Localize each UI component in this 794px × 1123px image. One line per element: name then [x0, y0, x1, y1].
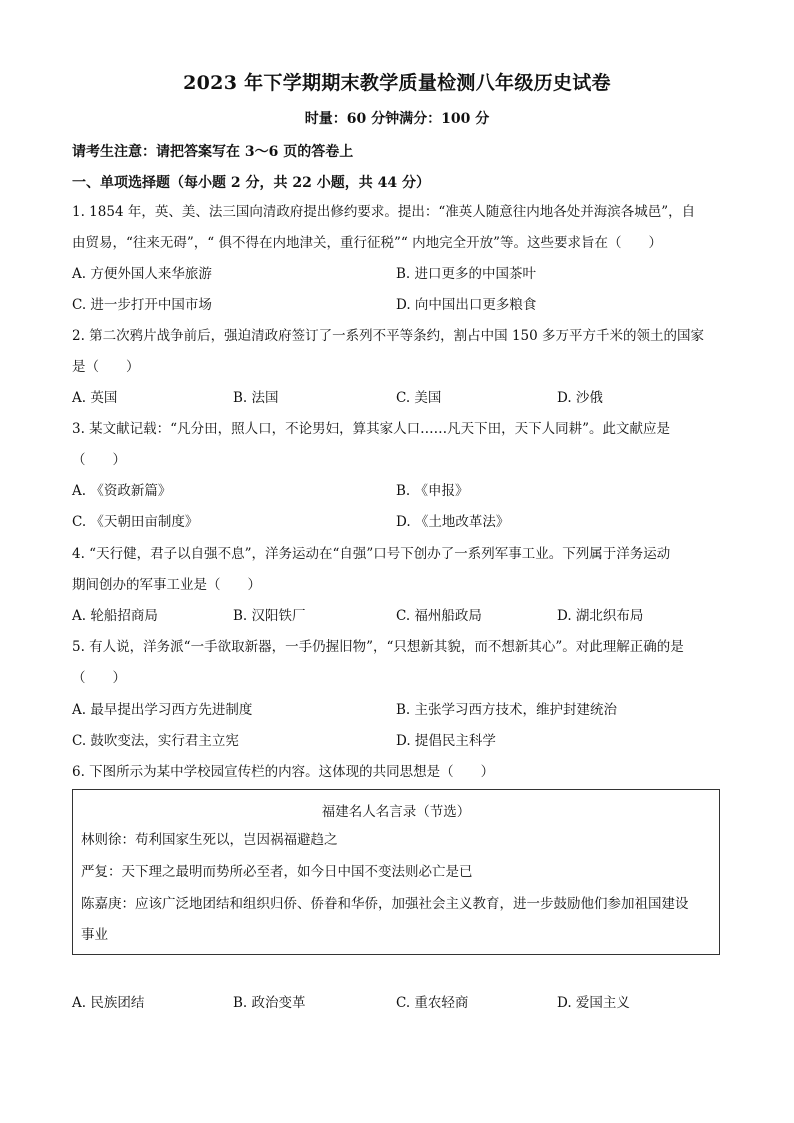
option-b[interactable]: B. 法国	[233, 390, 279, 406]
quote-chen-jiageng-cont: 事业	[81, 927, 108, 943]
question-line: 6. 下图所示为某中学校园宣传栏的内容。这体现的共同思想是（ ）	[72, 764, 495, 780]
option-c[interactable]: C. 福州船政局	[396, 608, 482, 624]
option-d[interactable]: D. 爱国主义	[557, 995, 630, 1011]
quote-chen-jiageng: 陈嘉庚：应该广泛地团结和组织归侨、侨眷和华侨，加强社会主义教育，进一步鼓励他们参加祖国建设	[81, 896, 689, 912]
question-5	[72, 632, 724, 694]
question-5-options-row-2	[72, 726, 724, 757]
question-line: （ ）	[72, 670, 126, 686]
question-3-options-row-1	[72, 476, 724, 507]
exam-title: 2023 年下学期期末教学质量检测八年级历史试卷	[183, 72, 611, 94]
question-line: （ ）	[72, 452, 126, 468]
exam-notice: 请考生注意：请把答案写在 3～6 页的答卷上	[72, 144, 354, 160]
option-b[interactable]: B. 主张学习西方技术，维护封建统治	[396, 702, 618, 718]
option-c[interactable]: C. 美国	[396, 390, 442, 406]
question-line: 由贸易，“往来无碍”，“ 俱不得在内地津关，重行征税”“ 内地完全开放”等。这些要求旨在（ ）	[72, 235, 662, 251]
quote-lin-zexu: 林则徐：苟利国家生死以，岂因祸福避趋之	[81, 832, 338, 848]
option-c[interactable]: C. 《天朝田亩制度》	[72, 514, 199, 530]
option-d[interactable]: D. 《土地改革法》	[396, 514, 510, 530]
question-1-options-row-2	[72, 290, 724, 321]
option-b[interactable]: B. 进口更多的中国茶叶	[396, 266, 537, 282]
option-c[interactable]: C. 重农轻商	[396, 995, 469, 1011]
option-a[interactable]: A. 最早提出学习西方先进制度	[72, 702, 253, 718]
question-2-options	[72, 383, 724, 414]
option-d[interactable]: D. 向中国出口更多粮食	[396, 297, 537, 313]
question-line: 1. 1854 年，英、美、法三国向清政府提出修约要求。提出：“准英人随意往内地各处并海滨各城邑”，自	[72, 204, 696, 220]
option-c[interactable]: C. 进一步打开中国市场	[72, 297, 212, 313]
question-1	[72, 197, 724, 259]
question-2	[72, 321, 724, 383]
option-a[interactable]: A. 《资政新篇》	[72, 483, 172, 499]
question-line: 2. 第二次鸦片战争前后，强迫清政府签订了一系列不平等条约，割占中国 150 多万平方千米的领土的国家	[72, 328, 705, 344]
option-b[interactable]: B. 汉阳铁厂	[233, 608, 306, 624]
question-3	[72, 414, 724, 476]
option-a[interactable]: A. 民族团结	[72, 995, 145, 1011]
option-d[interactable]: D. 提倡民主科学	[396, 733, 496, 749]
question-4-options	[72, 601, 724, 632]
option-a[interactable]: A. 英国	[72, 390, 118, 406]
question-3-options-row-2	[72, 507, 724, 538]
exam-time-score: 时量：60 分钟满分：100 分	[304, 111, 490, 127]
option-d[interactable]: D. 沙俄	[557, 390, 603, 406]
question-1-options-row-1	[72, 259, 724, 290]
question-line: 3. 某文献记载：“凡分田，照人口，不论男妇，算其家人口……凡天下田，天下人同耕”。此文献应是	[72, 421, 670, 437]
option-d[interactable]: D. 湖北织布局	[557, 608, 644, 624]
option-b[interactable]: B. 《申报》	[396, 483, 469, 499]
question-4	[72, 539, 724, 601]
section-heading: 一、单项选择题（每小题 2 分，共 22 小题，共 44 分）	[72, 175, 430, 191]
quote-yan-fu: 严复：天下理之最明而势所必至者，如今日中国不变法则必亡是已	[81, 864, 473, 880]
quote-box-title: 福建名人名言录（节选）	[321, 804, 471, 820]
question-line: 4. “天行健，君子以自强不息”，洋务运动在“自强”口号下创办了一系列军事工业。下列属于洋务运动	[72, 546, 671, 562]
question-line: 是（ ）	[72, 359, 140, 375]
option-b[interactable]: B. 政治变革	[233, 995, 306, 1011]
question-6	[72, 757, 724, 788]
option-c[interactable]: C. 鼓吹变法，实行君主立宪	[72, 733, 239, 749]
option-a[interactable]: A. 轮船招商局	[72, 608, 158, 624]
question-line: 期间创办的军事工业是（ ）	[72, 577, 261, 593]
quote-box	[72, 789, 720, 955]
question-line: 5. 有人说，洋务派“一手欲取新器，一手仍握旧物”，“只想新其貌，而不想新其心”。对此理解正确的是	[72, 639, 684, 655]
option-a[interactable]: A. 方便外国人来华旅游	[72, 266, 212, 282]
question-5-options-row-1	[72, 695, 724, 726]
question-6-options	[72, 988, 724, 1019]
